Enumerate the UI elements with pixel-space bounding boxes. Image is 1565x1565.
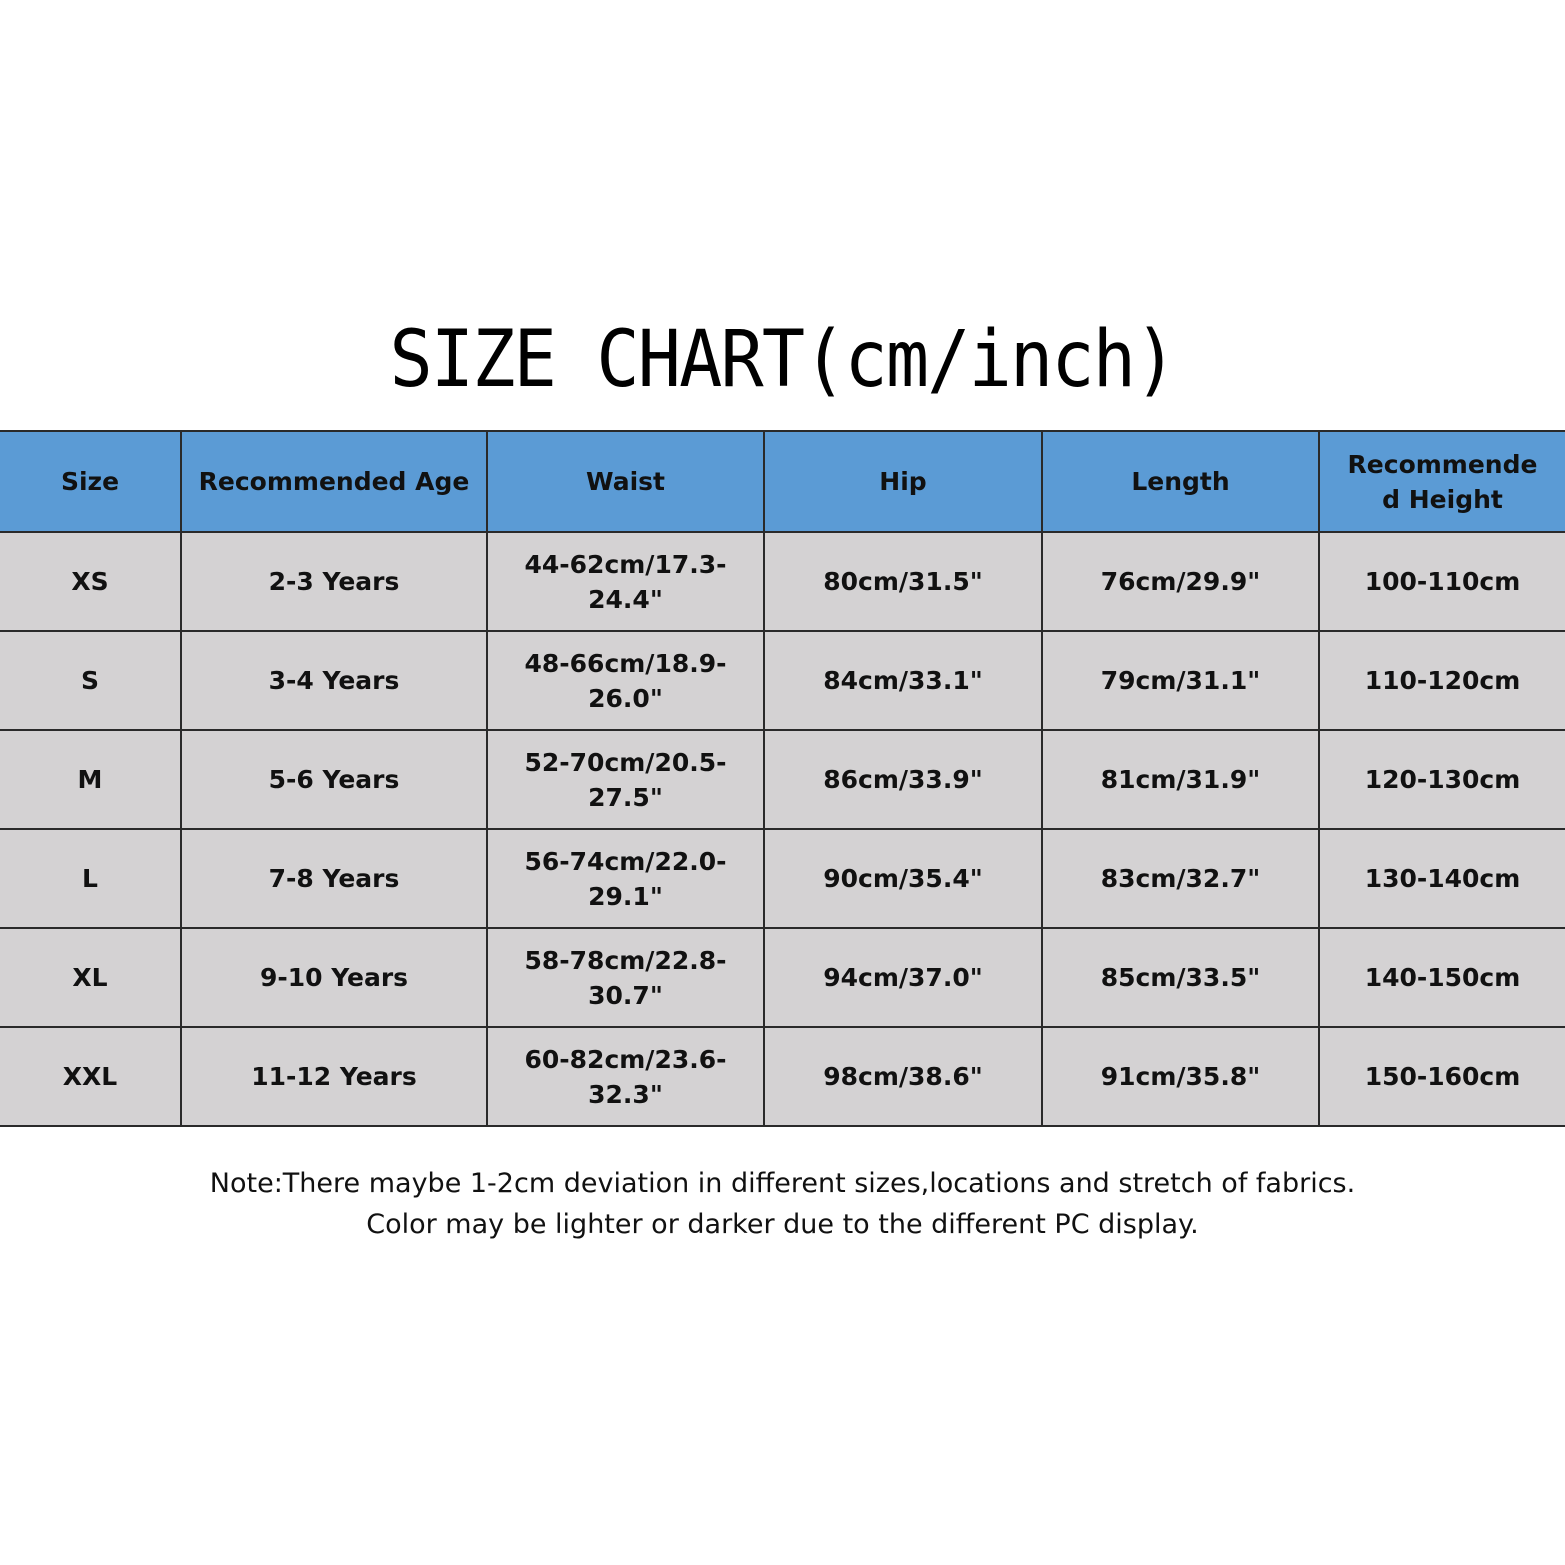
table-row [0,829,1565,928]
cell-size: XS [0,532,181,631]
header-length: Length [1042,431,1319,532]
cell-age: 9-10 Years [181,928,487,1027]
header-hip: Hip [764,431,1042,532]
cell-age: 11-12 Years [181,1027,487,1126]
note-line-2: Color may be lighter or darker due to the different PC display. [366,1209,1199,1240]
header-recommended-age: Recommended Age [181,431,487,532]
cell-age: 7-8 Years [181,829,487,928]
cell-hip: 80cm/31.5" [764,532,1042,631]
cell-hip: 84cm/33.1" [764,631,1042,730]
header-waist: Waist [487,431,764,532]
cell-waist: 44-62cm/17.3-24.4" [487,532,764,631]
header-recommended-height: Recommended Height [1319,431,1565,532]
table-header-row [0,431,1565,532]
cell-hip: 86cm/33.9" [764,730,1042,829]
cell-length: 81cm/31.9" [1042,730,1319,829]
cell-height: 140-150cm [1319,928,1565,1027]
cell-height: 150-160cm [1319,1027,1565,1126]
cell-length: 85cm/33.5" [1042,928,1319,1027]
header-size: Size [0,431,181,532]
cell-height: 120-130cm [1319,730,1565,829]
cell-waist: 56-74cm/22.0-29.1" [487,829,764,928]
note-text [0,1163,1565,1245]
table-row [0,928,1565,1027]
cell-age: 3-4 Years [181,631,487,730]
cell-height: 130-140cm [1319,829,1565,928]
note-line-1: Note:There maybe 1-2cm deviation in different sizes,locations and stretch of fabrics. [209,1168,1356,1199]
cell-length: 79cm/31.1" [1042,631,1319,730]
table-row [0,1027,1565,1126]
cell-length: 83cm/32.7" [1042,829,1319,928]
cell-waist: 60-82cm/23.6-32.3" [487,1027,764,1126]
cell-hip: 98cm/38.6" [764,1027,1042,1126]
cell-waist: 58-78cm/22.8-30.7" [487,928,764,1027]
cell-waist: 52-70cm/20.5-27.5" [487,730,764,829]
cell-age: 5-6 Years [181,730,487,829]
cell-waist: 48-66cm/18.9-26.0" [487,631,764,730]
cell-age: 2-3 Years [181,532,487,631]
size-chart-table [0,430,1565,1127]
cell-height: 100-110cm [1319,532,1565,631]
table-row [0,631,1565,730]
cell-size: XXL [0,1027,181,1126]
table-row [0,532,1565,631]
cell-length: 91cm/35.8" [1042,1027,1319,1126]
table-row [0,730,1565,829]
cell-hip: 94cm/37.0" [764,928,1042,1027]
cell-size: XL [0,928,181,1027]
cell-size: L [0,829,181,928]
page-title: SIZE CHART(cm/inch) [389,315,1176,405]
cell-length: 76cm/29.9" [1042,532,1319,631]
cell-height: 110-120cm [1319,631,1565,730]
cell-hip: 90cm/35.4" [764,829,1042,928]
cell-size: M [0,730,181,829]
cell-size: S [0,631,181,730]
